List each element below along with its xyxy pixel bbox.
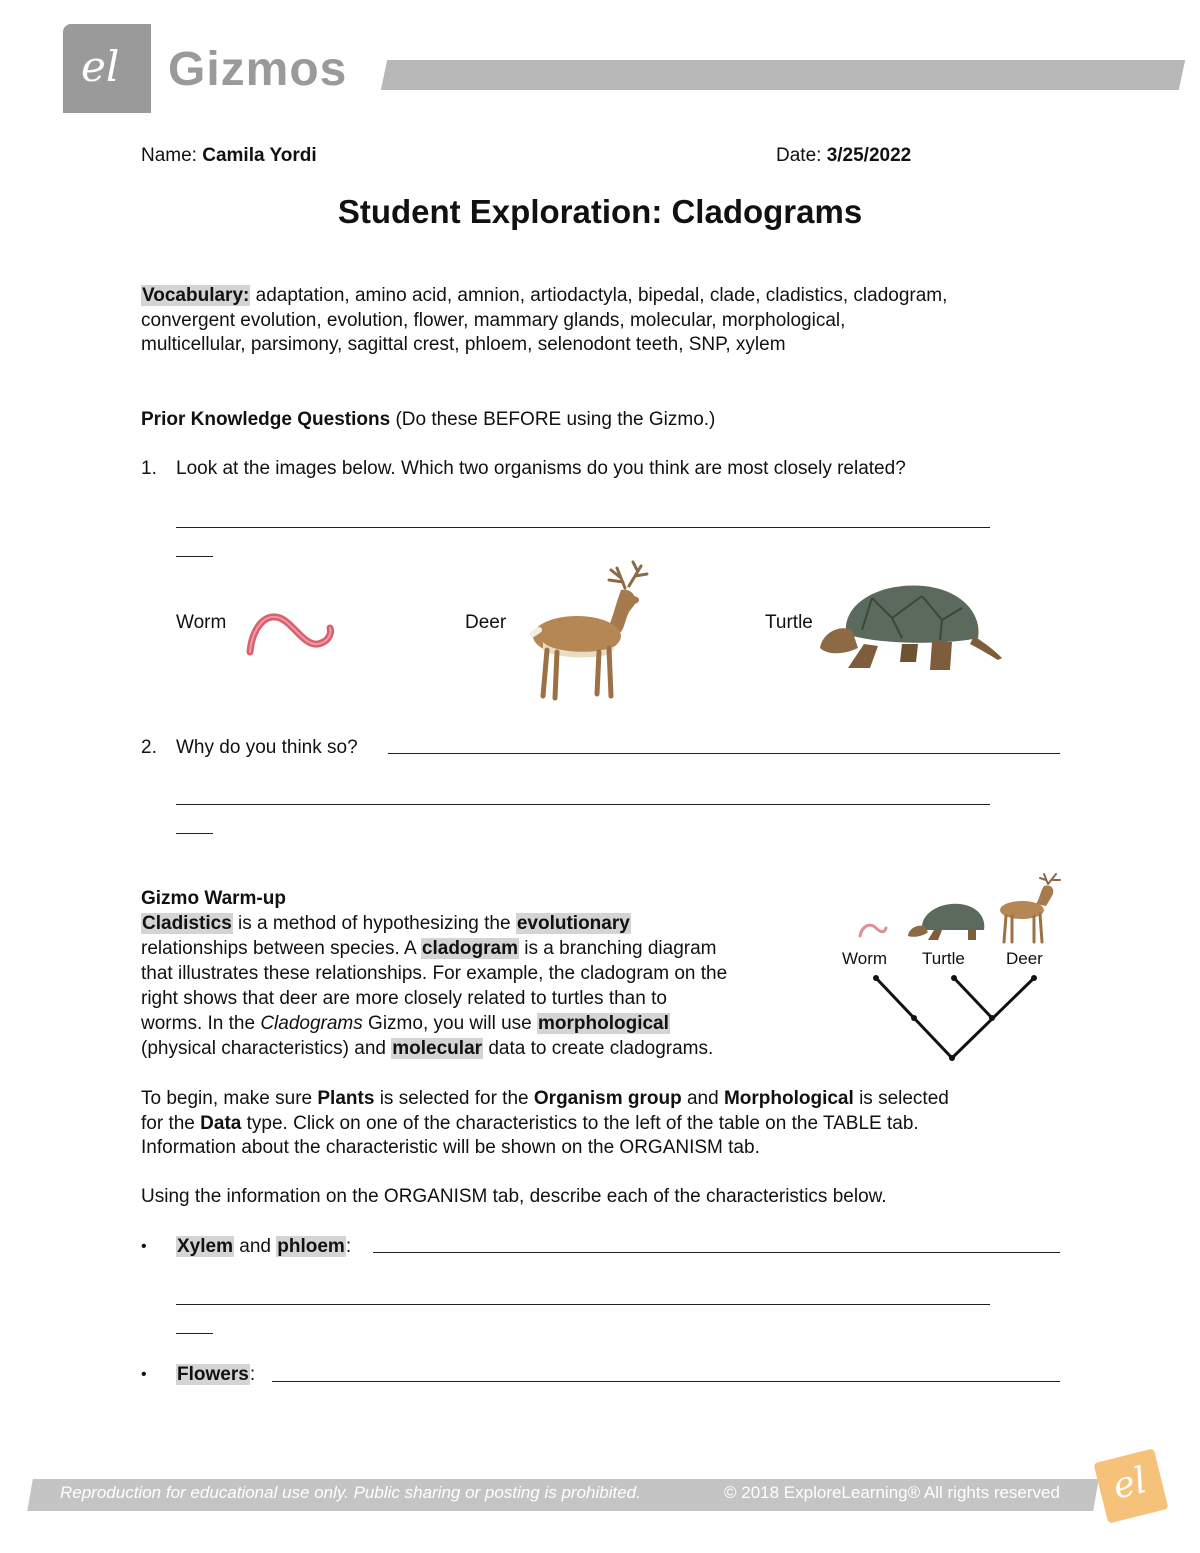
date-value: 3/25/2022 bbox=[826, 145, 912, 166]
instructions-line-1 bbox=[141, 1086, 949, 1111]
organism-label-worm: Worm bbox=[176, 612, 227, 633]
instr-plants: Plants bbox=[317, 1088, 375, 1109]
gizmo-name-italic: Cladograms bbox=[260, 1013, 363, 1034]
warmup-text-2b: is a branching diagram bbox=[524, 938, 717, 959]
xylem-phloem-answer-line-cont[interactable] bbox=[176, 1333, 213, 1334]
vocabulary-terms-2: convergent evolution, evolution, flower, mammary glands, molecular, morphological, bbox=[141, 310, 846, 331]
bullet-and: and bbox=[239, 1236, 271, 1257]
prior-heading-note: (Do these BEFORE using the Gizmo.) bbox=[395, 409, 716, 430]
cladogram-nodes bbox=[873, 975, 1037, 1061]
instr-text-1c: is selected for the bbox=[379, 1088, 529, 1109]
term-flowers: Flowers bbox=[177, 1364, 249, 1385]
deer-image bbox=[525, 560, 665, 702]
warmup-text-1: is a method of hypothesizing the bbox=[238, 913, 511, 934]
warmup-text-6a: (physical characteristics) and bbox=[141, 1038, 386, 1059]
answer-2-line-2[interactable] bbox=[176, 804, 990, 805]
mini-worm-icon bbox=[860, 925, 886, 936]
cladogram-label-turtle: Turtle bbox=[922, 949, 965, 968]
footer-disclaimer: Reproduction for educational use only. Public sharing or posting is prohibited. bbox=[60, 1483, 641, 1502]
term-phloem: phloem bbox=[277, 1236, 345, 1257]
warmup-heading: Gizmo Warm-up bbox=[141, 888, 286, 909]
turtle-image bbox=[812, 578, 1004, 674]
cladogram-diagram bbox=[830, 870, 1070, 1070]
name-value: Camila Yordi bbox=[202, 145, 317, 166]
vocabulary-line-1 bbox=[141, 283, 947, 308]
bullet-dot-2: • bbox=[141, 1366, 147, 1383]
vocabulary-terms-1: adaptation, amino acid, amnion, artiodactyla, bipedal, clade, cladistics, cladogram, bbox=[255, 285, 948, 306]
organism-label-turtle: Turtle bbox=[765, 612, 813, 633]
footer-logo-glyph: el bbox=[1108, 1459, 1151, 1508]
bullet-flowers: Flowers: bbox=[177, 1364, 256, 1385]
warmup-text-5b: Gizmo, you will use bbox=[368, 1013, 532, 1034]
describe-instruction: Using the information on the ORGANISM tab, describe each of the characteristics below. bbox=[141, 1186, 887, 1207]
term-cladistics: Cladistics bbox=[142, 913, 232, 934]
date-label: Date: bbox=[776, 145, 822, 166]
question-1-number: 1. bbox=[141, 458, 157, 479]
name-label: Name: bbox=[141, 145, 197, 166]
instr-data: Data bbox=[200, 1113, 242, 1134]
instr-text-2a: for the bbox=[141, 1113, 195, 1134]
xylem-phloem-answer-line-2[interactable] bbox=[176, 1304, 990, 1305]
instr-text-1a: To begin, make sure bbox=[141, 1088, 313, 1109]
cladogram-branches bbox=[876, 978, 1034, 1058]
instr-text-1g: is selected bbox=[859, 1088, 949, 1109]
bullet-xylem-phloem: Xylem and phloem: bbox=[177, 1236, 352, 1257]
instructions-line-3: Information about the characteristic will be shown on the ORGANISM tab. bbox=[141, 1137, 760, 1158]
warmup-line-2 bbox=[141, 936, 717, 961]
mini-deer-icon bbox=[1000, 874, 1060, 942]
question-2-number: 2. bbox=[141, 737, 157, 758]
xylem-phloem-answer-line[interactable] bbox=[373, 1252, 1060, 1253]
warmup-text-2a: relationships between species. A bbox=[141, 938, 416, 959]
instr-morphological: Morphological bbox=[723, 1088, 854, 1109]
explorelearning-logo bbox=[63, 24, 151, 113]
footer-copyright: © 2018 ExploreLearning® All rights reserved bbox=[724, 1483, 1060, 1502]
instructions-line-2 bbox=[141, 1111, 919, 1136]
brand-name: Gizmos bbox=[168, 43, 348, 96]
warmup-text-5a: worms. In the bbox=[141, 1013, 256, 1034]
prior-knowledge-heading bbox=[141, 407, 715, 432]
answer-1-line-cont[interactable] bbox=[176, 556, 213, 557]
warmup-text-6b: data to create cladograms. bbox=[488, 1038, 714, 1059]
footer-logo-icon bbox=[1093, 1448, 1168, 1523]
vocabulary-label: Vocabulary: bbox=[142, 285, 250, 306]
instr-text-2c: type. Click on one of the characteristics to the left of the table on the TABLE tab. bbox=[246, 1113, 919, 1134]
question-1-text: Look at the images below. Which two organisms do you think are most closely related? bbox=[176, 458, 906, 479]
term-cladogram: cladogram bbox=[421, 938, 518, 959]
flowers-answer-line[interactable] bbox=[272, 1381, 1060, 1382]
worm-image bbox=[242, 600, 338, 660]
instr-organism-group: Organism group bbox=[533, 1088, 682, 1109]
warmup-line-3: that illustrates these relationships. For example, the cladogram on the bbox=[141, 963, 728, 984]
instr-text-1e: and bbox=[686, 1088, 719, 1109]
vocabulary-terms-3: multicellular, parsimony, sagittal crest, phloem, selenodont teeth, SNP, xylem bbox=[141, 334, 786, 355]
warmup-line-6 bbox=[141, 1036, 713, 1061]
prior-heading-text: Prior Knowledge Questions bbox=[141, 409, 391, 430]
answer-2-line[interactable] bbox=[388, 753, 1060, 754]
logo-glyph: el bbox=[81, 42, 120, 91]
question-2-text: Why do you think so? bbox=[176, 737, 358, 758]
term-morphological: morphological bbox=[538, 1013, 669, 1034]
cladogram-label-deer: Deer bbox=[1006, 949, 1043, 968]
answer-2-line-cont[interactable] bbox=[176, 833, 213, 834]
page-title: Student Exploration: Cladograms bbox=[337, 193, 863, 230]
answer-1-line[interactable] bbox=[176, 527, 990, 528]
term-molecular: molecular bbox=[392, 1038, 483, 1059]
warmup-line-1 bbox=[141, 911, 631, 936]
mini-turtle-icon bbox=[908, 904, 984, 940]
term-xylem: Xylem bbox=[177, 1236, 233, 1257]
bullet-dot-1: • bbox=[141, 1238, 147, 1255]
organism-label-deer: Deer bbox=[465, 612, 507, 633]
warmup-line-4: right shows that deer are more closely related to turtles than to bbox=[141, 988, 667, 1009]
header-bar bbox=[381, 60, 1185, 90]
warmup-line-5 bbox=[141, 1011, 670, 1036]
name-field bbox=[141, 143, 317, 168]
cladogram-label-worm: Worm bbox=[842, 949, 888, 968]
term-evolutionary: evolutionary bbox=[516, 913, 630, 934]
date-field bbox=[776, 143, 911, 168]
